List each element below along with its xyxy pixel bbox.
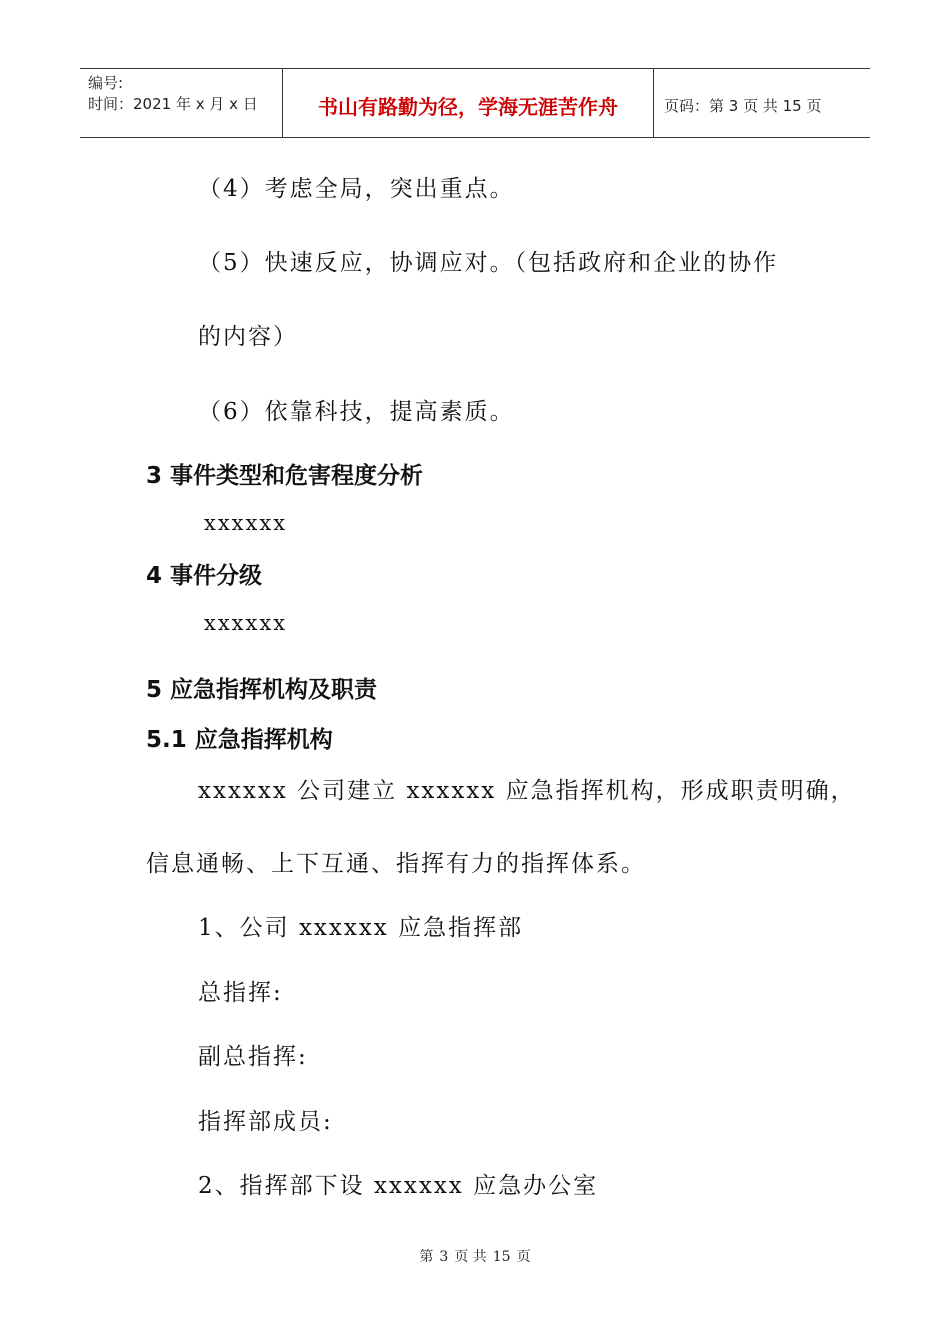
header-meta — [80, 69, 282, 137]
principle-5-line-1: （5）快速反应，协调应对。（包括政府和企业的协作 — [198, 250, 779, 276]
chief-commander: 总指挥: — [198, 980, 283, 1006]
header-motto: 书山有路勤为径，学海无涯苦作舟 — [282, 69, 654, 137]
principle-5-line-2: 的内容） — [198, 324, 298, 350]
section-4-text: xxxxxx — [204, 611, 288, 635]
section-5-heading: 5 应急指挥机构及职责 — [146, 677, 378, 703]
paragraph-line-1: xxxxxx 公司建立 xxxxxx 应急指挥机构，形成职责明确， — [198, 778, 856, 804]
section-4-heading: 4 事件分级 — [146, 563, 263, 589]
section-3-text: xxxxxx — [204, 511, 288, 535]
paragraph-line-2: 信息通畅、上下互通、指挥有力的指挥体系。 — [146, 851, 646, 877]
deputy-commander: 副总指挥: — [198, 1044, 308, 1070]
footer-total-pages: 15 — [492, 1249, 511, 1265]
command-members: 指挥部成员: — [198, 1109, 333, 1135]
footer-prefix: 第 — [419, 1249, 434, 1265]
item-1: 1、公司 xxxxxx 应急指挥部 — [198, 915, 524, 941]
document-number-label: 编号: — [88, 74, 124, 92]
page-header — [80, 68, 870, 138]
footer-suffix: 页 — [516, 1249, 531, 1265]
principle-4: （4）考虑全局，突出重点。 — [198, 176, 515, 202]
page-footer — [0, 1246, 950, 1266]
document-date: 时间：2021 年 x 月 x 日 — [88, 95, 258, 113]
header-page-info: 页码：第 3 页 共 15 页 — [664, 96, 822, 115]
footer-mid: 页 共 — [454, 1249, 487, 1265]
footer-page-number: 3 — [439, 1249, 449, 1265]
principle-6: （6）依靠科技，提高素质。 — [198, 399, 515, 425]
item-2: 2、指挥部下设 xxxxxx 应急办公室 — [198, 1173, 599, 1199]
section-5-1-heading: 5.1 应急指挥机构 — [146, 727, 333, 753]
section-3-heading: 3 事件类型和危害程度分析 — [146, 463, 424, 489]
